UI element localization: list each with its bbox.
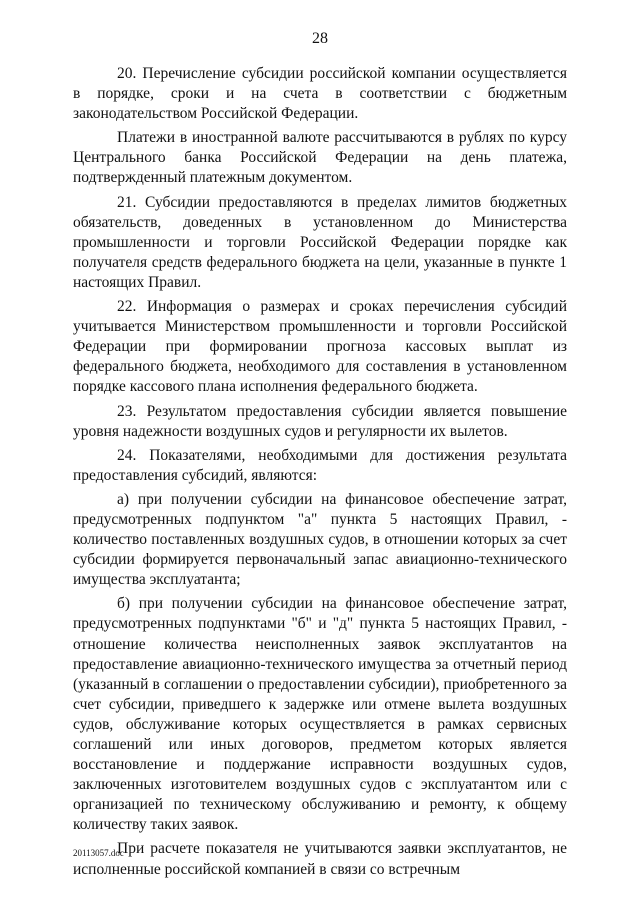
paragraph-23: 23. Результатом предоставления субсидии является повышение уровня надежности воздушных судов и регулярности их вылетов. bbox=[73, 402, 567, 440]
paragraph-foreign-currency: Платежи в иностранной валюте рассчитываются в рублях по курсу Центрального банка Российской Федерации на день платежа, подтвержденный платежным документом. bbox=[73, 129, 567, 187]
paragraph-24-a: а) при получении субсидии на финансовое обеспечение затрат, предусмотренных подпунктом "а" пункта 5 настоящих Правил, - количество поставленных воздушных судов, в отношении которых за счет субсидии формируется первоначальный запас авиационно-технического имущества эксплуатанта; bbox=[73, 490, 567, 589]
paragraph-24-b: б) при получении субсидии на финансовое обеспечение затрат, предусмотренных подпунктами "б" и "д" пункта 5 настоящих Правил, - отношение количества неисполненных заявок эксплуатантов на предоставление авиационно-технического имущества за отчетный период (указанный в соглашении о предоставлении субсидии), приобретенного за счет субсидии, приведшего к задержке или отмене вылета воздушных судов, обслуживание которых осуществляется в рамках сервисных соглашений или иных договоров, предметом которых является восстановление и поддержание исправности воздушных судов, заключенных изготовителем воздушных судов с эксплуатантом или с организацией по техническому обслуживанию и ремонту, к общему количеству таких заявок. bbox=[73, 595, 567, 834]
paragraph-21: 21. Субсидии предоставляются в пределах лимитов бюджетных обязательств, доведенных в установленном до Министерства промышленности и торговли Российской Федерации порядке как получателя средств федерального бюджета на цели, указанные в пункте 1 настоящих Правил. bbox=[73, 193, 567, 291]
paragraph-20: 20. Перечисление субсидии российской компании осуществляется в порядке, сроки и на счета в соответствии с бюджетным законодательством Российской Федерации. bbox=[73, 65, 567, 123]
paragraph-22: 22. Информация о размерах и сроках перечисления субсидий учитывается Министерством промышленности и торговли Российской Федерации при формировании прогноза кассовых выплат из федерального бюджета, необходимого для составления в установленном порядке кассового плана исполнения федерального бюджета. bbox=[73, 298, 567, 396]
footer-filename: 20113057.doc bbox=[73, 848, 124, 858]
document-body bbox=[73, 64, 567, 880]
page-number: 28 bbox=[312, 30, 328, 47]
paragraph-calculation-note: При расчете показателя не учитываются заявки эксплуатантов, не исполненные российской компанией в связи со встречным bbox=[73, 840, 567, 878]
paragraph-24: 24. Показателями, необходимыми для достижения результата предоставления субсидий, являются: bbox=[73, 446, 567, 484]
